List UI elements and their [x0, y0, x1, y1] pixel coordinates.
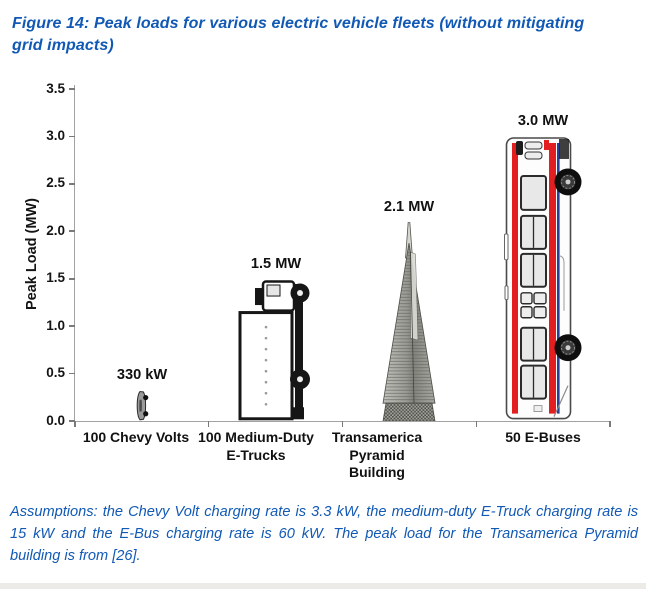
value-label: 3.0 MW	[517, 113, 569, 130]
figure-caption: Assumptions: the Chevy Volt charging rate is 3.3 kW, the medium-duty E-Truck charging rate is 15 kW and the E-Bus charging rate is 60 kW. The peak load for the Transamerica Pyramid building is from [26].	[10, 504, 638, 564]
category-label-transamerica	[302, 429, 452, 482]
x-tick-mark	[208, 421, 209, 427]
category-line: 100 Chevy Volts	[82, 429, 190, 445]
y-tick-label: 1.5	[46, 270, 65, 286]
category-line: E-Trucks	[226, 446, 286, 463]
y-tick-label: 2.5	[46, 175, 65, 191]
transamerica-pyramid-icon	[375, 222, 443, 421]
x-tick-mark	[609, 421, 610, 427]
y-tick-label: 3.0	[46, 127, 65, 143]
category-line: Transamerica	[331, 429, 423, 445]
y-tick-label: 1.0	[46, 317, 65, 333]
x-tick-mark	[74, 421, 75, 427]
y-tick-mark	[69, 136, 75, 138]
category-line: 50 E-Buses	[505, 429, 581, 445]
y-tick-mark	[69, 230, 75, 232]
y-tick-label: 3.5	[46, 80, 65, 96]
y-tick-mark	[69, 278, 75, 280]
y-tick-mark	[69, 88, 75, 90]
y-axis-title: Peak Load (MW)	[24, 198, 40, 310]
page-edge-strip	[0, 583, 646, 589]
category-line: Building	[349, 464, 405, 480]
category-line: Pyramid	[349, 446, 405, 463]
y-tick-label: 0.0	[46, 412, 65, 428]
value-label: 1.5 MW	[250, 255, 302, 272]
y-tick-label: 2.0	[46, 222, 65, 238]
figure-title: Figure 14: Peak loads for various electric vehicle fleets (without mitigating grid impacts)	[12, 15, 585, 54]
y-tick-mark	[69, 373, 75, 375]
bar-e-trucks	[211, 256, 341, 421]
e-bus-icon	[504, 136, 582, 421]
y-tick-mark	[69, 325, 75, 327]
bar-e-buses	[478, 113, 608, 421]
e-truck-icon	[238, 279, 314, 421]
x-tick-mark	[342, 421, 343, 427]
x-tick-mark	[476, 421, 477, 427]
bar-chevy-volts	[77, 367, 207, 421]
value-label: 2.1 MW	[383, 198, 435, 215]
y-tick-mark	[69, 183, 75, 185]
category-label-e-buses	[468, 429, 618, 447]
chevy-volt-icon	[136, 390, 149, 421]
value-label: 330 kW	[116, 366, 168, 383]
y-tick-label: 0.5	[46, 365, 65, 381]
bar-transamerica-pyramid	[344, 199, 474, 421]
category-line: 100 Medium-Duty	[198, 429, 314, 445]
